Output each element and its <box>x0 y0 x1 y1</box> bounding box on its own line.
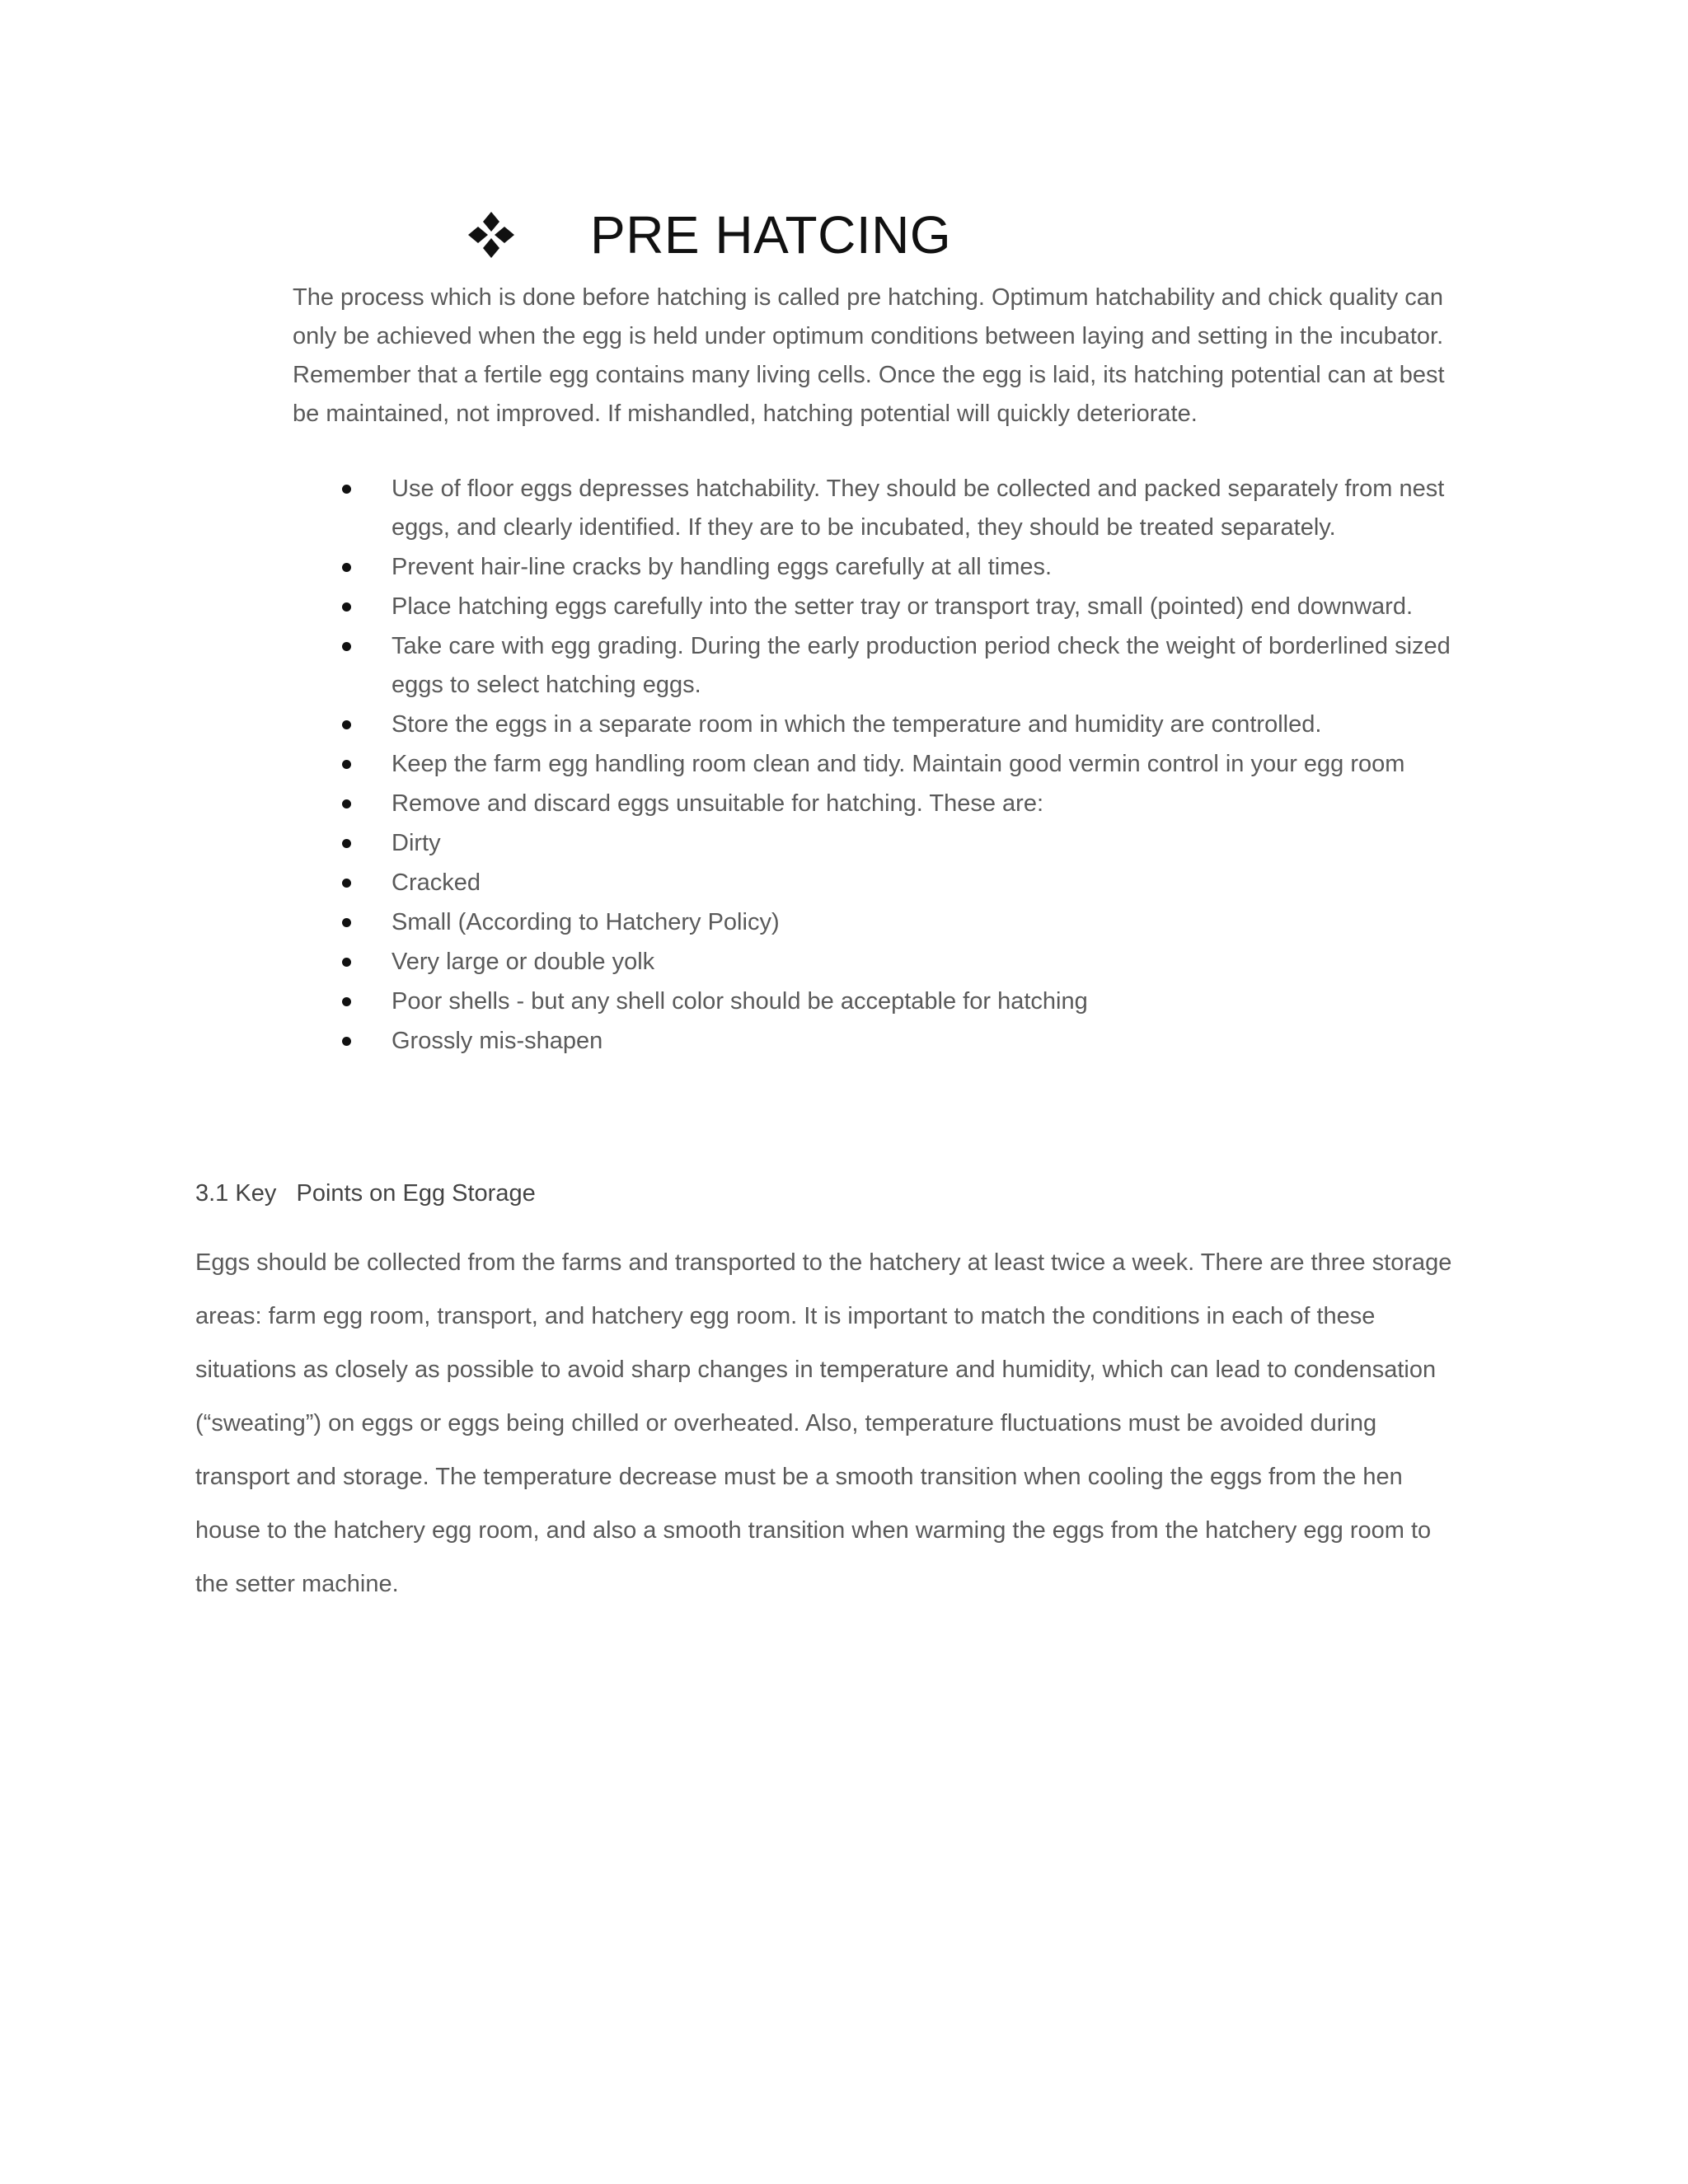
list-item <box>293 864 1471 902</box>
section-heading: 3.1 Key Points on Egg Storage <box>195 1180 536 1207</box>
bullet-dot-icon <box>342 602 351 612</box>
page-title: PRE HATCING <box>590 205 952 265</box>
bullet-list <box>293 470 1471 1062</box>
bullet-dot-icon <box>342 720 351 729</box>
list-item-text: Small (According to Hatchery Policy) <box>392 909 780 935</box>
list-item <box>293 745 1471 784</box>
bullet-dot-icon <box>342 839 351 848</box>
bullet-dot-icon <box>342 563 351 572</box>
list-item-text: Keep the farm egg handling room clean and tidy. Maintain good vermin control in your egg room <box>392 751 1405 777</box>
title-row <box>467 198 951 272</box>
list-item-text: Prevent hair-line cracks by handling eggs carefully at all times. <box>392 554 1053 580</box>
list-item-text: Very large or double yolk <box>392 949 655 975</box>
bullet-dot-icon <box>342 958 351 967</box>
list-item-text: Place hatching eggs carefully into the setter tray or transport tray, small (pointed) end downward. <box>392 593 1414 620</box>
bullet-dot-icon <box>342 879 351 888</box>
list-item <box>293 1022 1471 1061</box>
list-item <box>293 824 1471 863</box>
bullet-dot-icon <box>342 760 351 769</box>
list-item <box>293 705 1471 744</box>
list-item <box>293 588 1471 626</box>
list-item-text: Store the eggs in a separate room in which the temperature and humidity are controlled. <box>392 711 1322 738</box>
four-diamond-ornament-icon <box>467 210 516 260</box>
bullet-dot-icon <box>342 485 351 494</box>
bullet-dot-icon <box>342 997 351 1006</box>
list-item <box>293 785 1471 823</box>
list-item <box>293 943 1471 982</box>
storage-paragraph: Eggs should be collected from the farms and transported to the hatchery at least twice a week. There are three storage areas: farm egg room, transport, and hatchery egg room. It is important to match the conditions in each of these situations as closely as possible to avoid sharp changes in temperature and humidity, which can lead to condensation (“sweating”) on eggs or eggs being chilled or overheated. Also, temperature fluctuations must be avoided during transport and storage. The temperature decrease must be a smooth transition when cooling the eggs from the hen house to the hatchery egg room, and also a smooth transition when warming the eggs from the hatchery egg room to the setter machine. <box>195 1249 1452 1597</box>
intro-paragraph: The process which is done before hatching is called pre hatching. Optimum hatchability and chick quality can only be achieved when the egg is held under optimum conditions between laying and setting in the incubator. Remember that a fertile egg contains many living cells. Once the egg is laid, its hatching potential can at best be maintained, not improved. If mishandled, hatching potential will quickly deteriorate. <box>293 284 1445 427</box>
list-item <box>293 548 1471 587</box>
list-item <box>293 982 1471 1021</box>
list-item-text: Dirty <box>392 830 441 856</box>
bullet-dot-icon <box>342 918 351 927</box>
list-item-text: Use of floor eggs depresses hatchability. They should be collected and packed separately from nest eggs, and clearly identified. If they are to be incubated, they should be treated separately. <box>392 476 1445 541</box>
list-item <box>293 470 1471 547</box>
list-item-text: Remove and discard eggs unsuitable for hatching. These are: <box>392 790 1044 817</box>
list-item <box>293 903 1471 942</box>
list-item <box>293 627 1471 705</box>
list-item-text: Take care with egg grading. During the early production period check the weight of borderlined sized eggs to select hatching eggs. <box>392 633 1451 698</box>
bullet-dot-icon <box>342 799 351 808</box>
list-item-text: Poor shells - but any shell color should be acceptable for hatching <box>392 988 1088 1015</box>
list-item-text: Cracked <box>392 869 481 896</box>
bullet-dot-icon <box>342 642 351 651</box>
bullet-dot-icon <box>342 1037 351 1046</box>
list-item-text: Grossly mis-shapen <box>392 1028 603 1054</box>
